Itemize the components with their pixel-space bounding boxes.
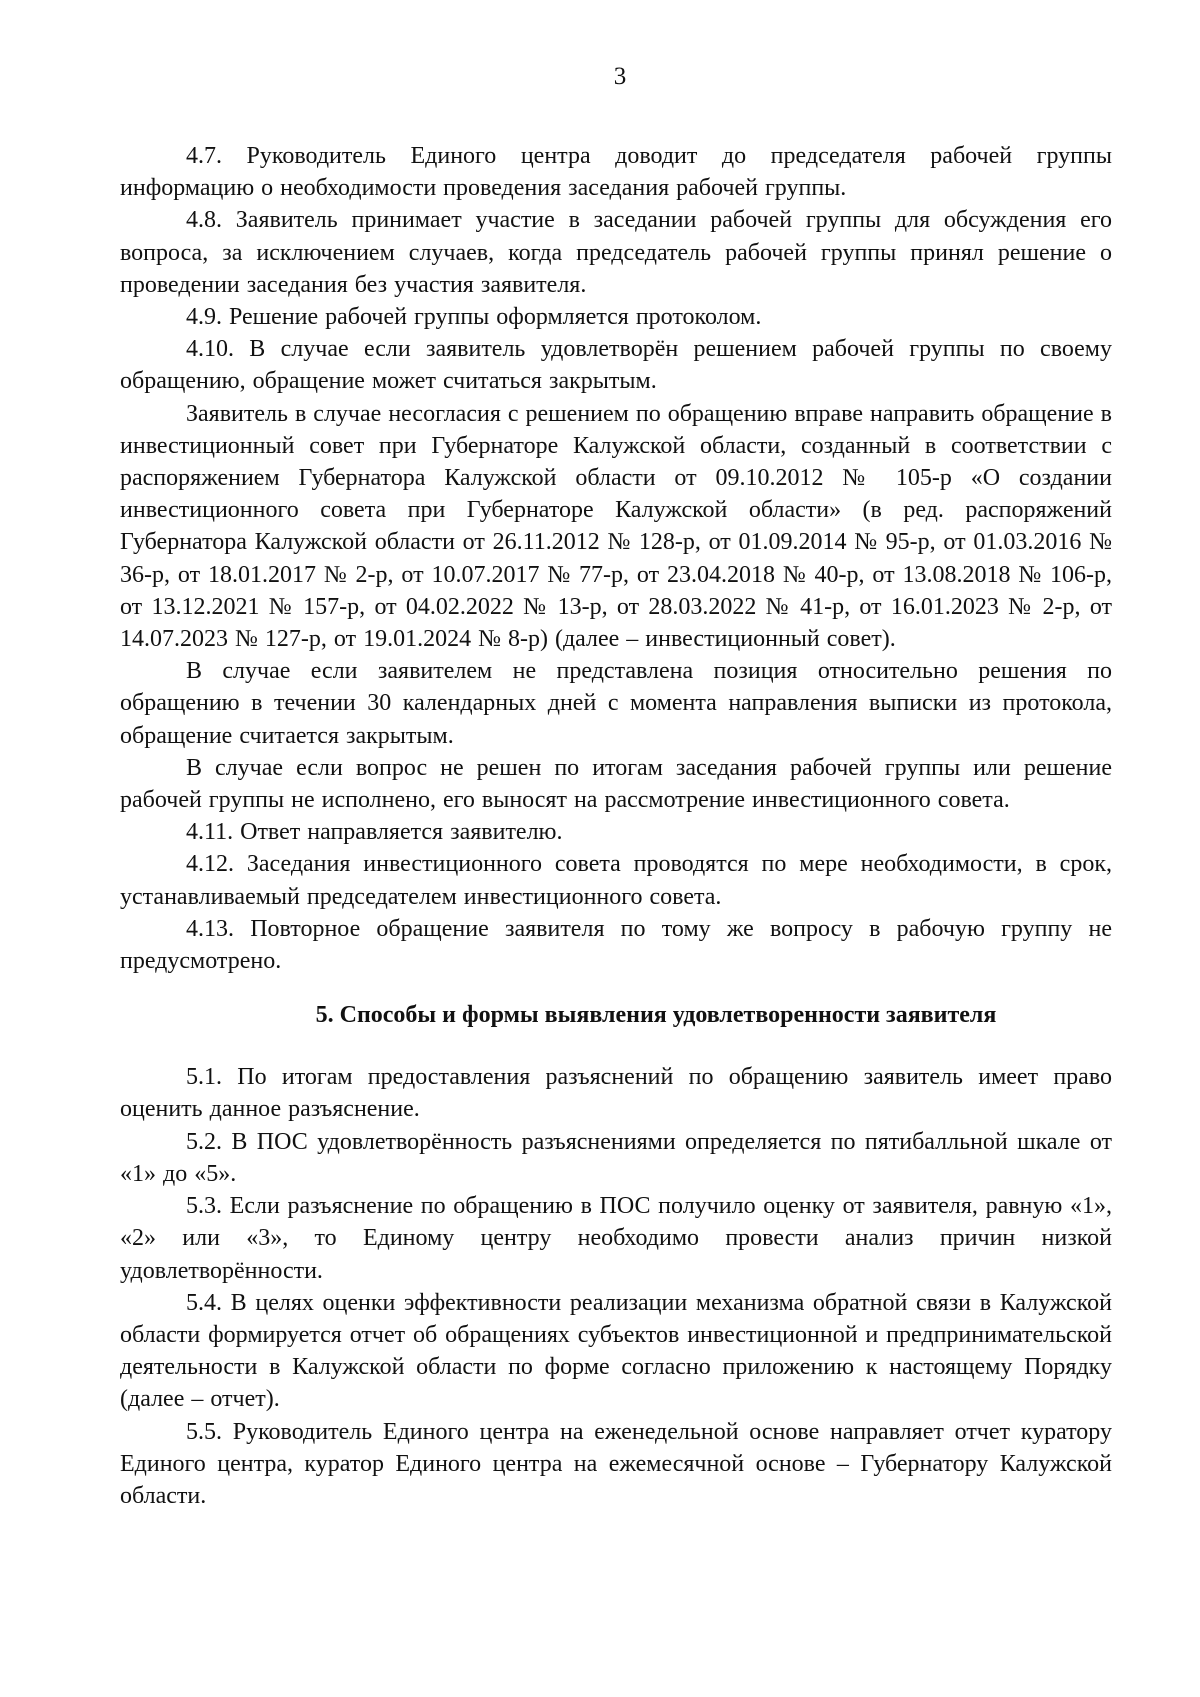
paragraph-4-9: 4.9. Решение рабочей группы оформляется протоколом. xyxy=(186,304,762,331)
paragraph-no-position: В случае если заявителем не представлена позиция относительно решения по обращению в течении 30 календарных дней с момента направления выписки из протокола, обращение считается закрытым. xyxy=(120,658,1112,749)
paragraph-4-8: 4.8. Заявитель принимает участие в заседании рабочей группы для обсуждения его вопроса, за исключением случаев, когда председатель рабочей группы принял решение о проведении заседания без участия заявителя. xyxy=(120,207,1112,298)
paragraph-4-12: 4.12. Заседания инвестиционного совета проводятся по мере необходимости, в срок, устанавливаемый председателем инвестиционного совета. xyxy=(120,851,1112,910)
page-number: 3 xyxy=(613,63,627,90)
paragraph-5-4: 5.4. В целях оценки эффективности реализации механизма обратной связи в Калужской области формируется отчет об обращениях субъектов инвестиционной и предпринимательской деятельности в Калужской области по форме согласно приложению к настоящему Порядку (далее – отчет). xyxy=(120,1289,1112,1413)
paragraph-disagreement: Заявитель в случае несогласия с решением по обращению вправе направить обращение в инвестиционный совет при Губернаторе Калужской области, созданный в соответствии с распоряжением Губернатора Калужской области от 09.10.2012 № 105-р «О создании инвестиционного совета при Губернаторе Калужской области» (в ред. распоряжений Губернатора Калужской области от 26.11.2012 № 128-р, от 01.09.2014 № 95-р, от 01.03.2016 № 36-р, от 18.01.2017 № 2-р, от 10.07.2017 № 77-р, от 23.04.2018 № 40-р, от 13.08.2018 № 106-р, от 13.12.2021 № 157-р, от 04.02.2022 № 13-р, от 28.03.2022 № 41-р, от 16.01.2023 № 2-р, от 14.07.2023 № 127-р, от 19.01.2024 № 8-р) (далее – инвестиционный совет). xyxy=(120,400,1112,653)
paragraph-4-7: 4.7. Руководитель Единого центра доводит до председателя рабочей группы информацию о необходимости проведения заседания рабочей группы. xyxy=(120,143,1112,202)
paragraph-5-1: 5.1. По итогам предоставления разъяснений по обращению заявитель имеет право оценить данное разъяснение. xyxy=(120,1064,1112,1123)
paragraph-5-3: 5.3. Если разъяснение по обращению в ПОС получило оценку от заявителя, равную «1», «2» или «3», то Единому центру необходимо провести анализ причин низкой удовлетворённости. xyxy=(120,1193,1112,1284)
section-4 xyxy=(120,140,1112,977)
paragraph-4-11: 4.11. Ответ направляется заявителю. xyxy=(186,819,563,846)
document-body xyxy=(120,140,1112,1512)
paragraph-not-resolved: В случае если вопрос не решен по итогам заседания рабочей группы или решение рабочей группы не исполнено, его выносят на рассмотрение инвестиционного совета. xyxy=(120,754,1112,814)
paragraph-4-13: 4.13. Повторное обращение заявителя по тому же вопросу в рабочую группу не предусмотрено. xyxy=(120,915,1112,975)
paragraph-4-10: 4.10. В случае если заявитель удовлетворён решением рабочей группы по своему обращению, обращение может считаться закрытым. xyxy=(120,336,1112,395)
paragraph-5-5: 5.5. Руководитель Единого центра на еженедельной основе направляет отчет куратору Единого центра, куратор Единого центра на ежемесячной основе – Губернатору Калужской области. xyxy=(120,1418,1112,1509)
section-5-heading: 5. Способы и формы выявления удовлетворенности заявителя xyxy=(315,1002,997,1029)
paragraph-5-2: 5.2. В ПОС удовлетворённость разъяснениями определяется по пятибалльной шкале от «1» до «5». xyxy=(120,1128,1112,1187)
section-5 xyxy=(120,1061,1112,1512)
